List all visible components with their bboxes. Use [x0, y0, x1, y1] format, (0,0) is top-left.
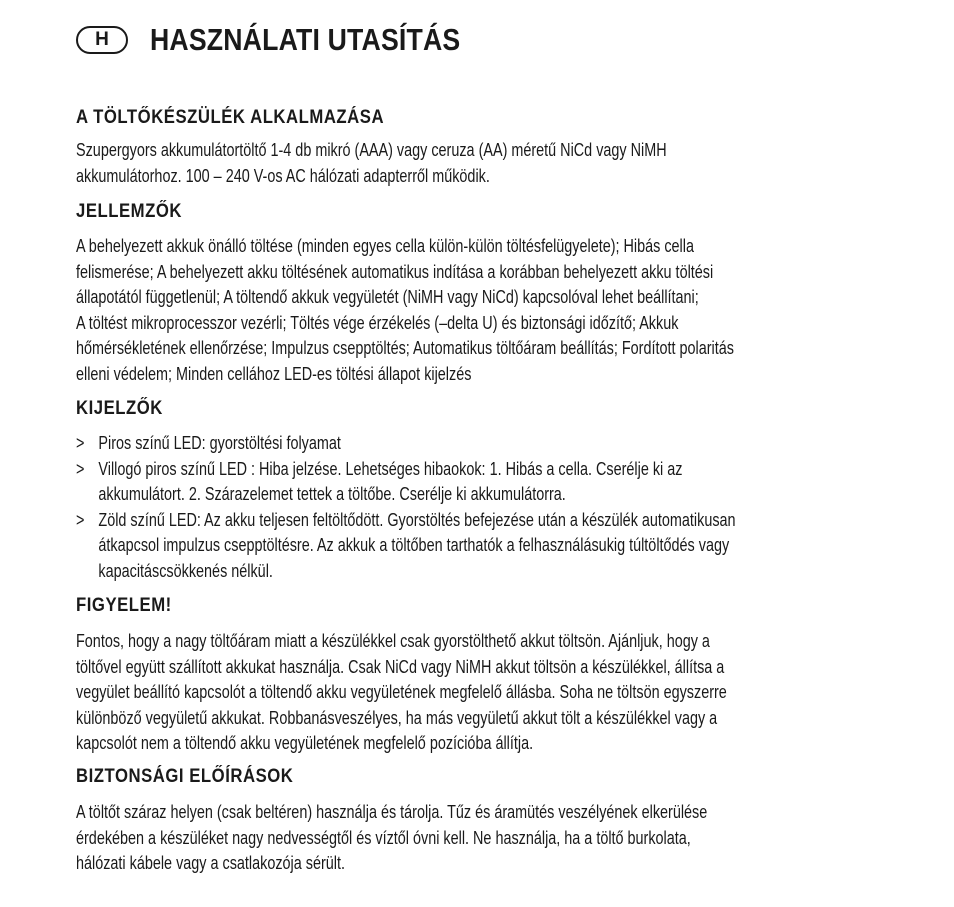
- list-item: [76, 431, 780, 457]
- chevron-right-icon: >: [76, 433, 85, 453]
- text-line: hálózati kábele vagy a csatlakozója sérült.: [76, 853, 345, 874]
- text-line: kapacitáscsökkenés nélkül.: [98, 560, 273, 581]
- manual-page: [76, 20, 886, 874]
- section-heading-warning: FIGYELEM!: [76, 595, 172, 616]
- section-heading-safety: BIZTONSÁGI ELŐÍRÁSOK: [76, 766, 294, 787]
- text-line: érdekében a készüléket nagy nedvességtől és víztől óvni kell. Ne használja, ha a töltő burkolata,: [76, 827, 691, 848]
- text-line: Szupergyors akkumulátortöltő 1-4 db mikró (AAA) vagy ceruza (AA) méretű NiCd vagy NiMH: [76, 140, 667, 160]
- indicator-list: [76, 431, 780, 585]
- text-line: elleni védelem; Minden cellához LED-es töltési állapot kijelzés: [76, 363, 472, 384]
- text-line: vegyület beállító kapcsolót a töltendő akku vegyületének megfelelő állásba. Soha ne töltsön egyszerre: [76, 682, 727, 703]
- text-line: töltővel együtt szállított akkukat használja. Csak NiCd vagy NiMH akkut töltsön a készülékkel, állítsa a: [76, 656, 725, 677]
- text-line: hőmérsékletének ellenőrzése; Impulzus csepptöltés; Automatikus töltőáram beállítás; Fordított polaritás: [76, 338, 734, 359]
- text-line: felismerése; A behelyezett akku töltésének automatikus indítása a korábban behelyezett akku töltési: [76, 261, 714, 282]
- section-heading-features: JELLEMZŐK: [76, 201, 183, 222]
- title-row: [76, 20, 886, 60]
- section-body-warning: [76, 629, 727, 757]
- text-line: A töltőt száraz helyen (csak beltéren) használja és tárolja. Tűz és áramütés veszélyének elkerülése: [76, 802, 708, 822]
- text-line: A töltést mikroprocesszor vezérli; Töltés vége érzékelés (–delta U) és biztonsági időzítő; Akkuk: [76, 312, 679, 333]
- text-line: Villogó piros színű LED : Hiba jelzése. Lehetséges hibaokok: 1. Hibás a cella. Cserélje ki az: [98, 458, 683, 479]
- text-line: akkumulátort. 2. Szárazelemet tettek a töltőbe. Cserélje ki akkumulátorra.: [98, 484, 566, 505]
- section-body-features: [76, 234, 734, 388]
- list-item: [76, 457, 780, 508]
- text-line: kapcsolót nem a töltendő akku vegyületének megfelelő pozícióba állítja.: [76, 733, 534, 754]
- section-body-application: [76, 138, 667, 189]
- text-line: Piros színű LED: gyorstöltési folyamat: [98, 433, 341, 453]
- text-line: különböző vegyületű akkukat. Robbanásveszélyes, ha más vegyületű akkut tölt a készülékkel vagy a: [76, 707, 718, 728]
- text-line: átkapcsol impulzus csepptöltésre. Az akkuk a töltőben tarthatók a felhasználásukig túltöltődés vagy: [98, 535, 730, 556]
- section-body-indicators: [76, 431, 780, 585]
- section-body-safety: [76, 800, 707, 877]
- text-line: A behelyezett akkuk önálló töltése (minden egyes cella külön-külön töltésfelügyelete); Hibás cella: [76, 236, 694, 256]
- section-heading-indicators: KIJELZŐK: [76, 398, 163, 419]
- text-line: állapotától függetlenül; A töltendő akkuk vegyületét (NiMH vagy NiCd) kapcsolóval lehet beállítani;: [76, 287, 699, 308]
- chevron-right-icon: >: [76, 458, 85, 479]
- page-title: HASZNÁLATI UTASÍTÁS: [150, 22, 461, 57]
- text-line: akkumulátorhoz. 100 – 240 V-os AC hálózati adapterről működik.: [76, 165, 490, 186]
- section-heading-application: A TÖLTŐKÉSZÜLÉK ALKALMAZÁSA: [76, 107, 385, 128]
- list-item: [76, 508, 780, 585]
- language-badge: H: [76, 26, 128, 54]
- chevron-right-icon: >: [76, 509, 85, 530]
- text-line: Zöld színű LED: Az akku teljesen feltöltődött. Gyorstöltés befejezése után a készülék automatikusan: [98, 509, 736, 530]
- text-line: Fontos, hogy a nagy töltőáram miatt a készülékkel csak gyorstölthető akkut töltsön. Ajánljuk, hogy a: [76, 631, 710, 651]
